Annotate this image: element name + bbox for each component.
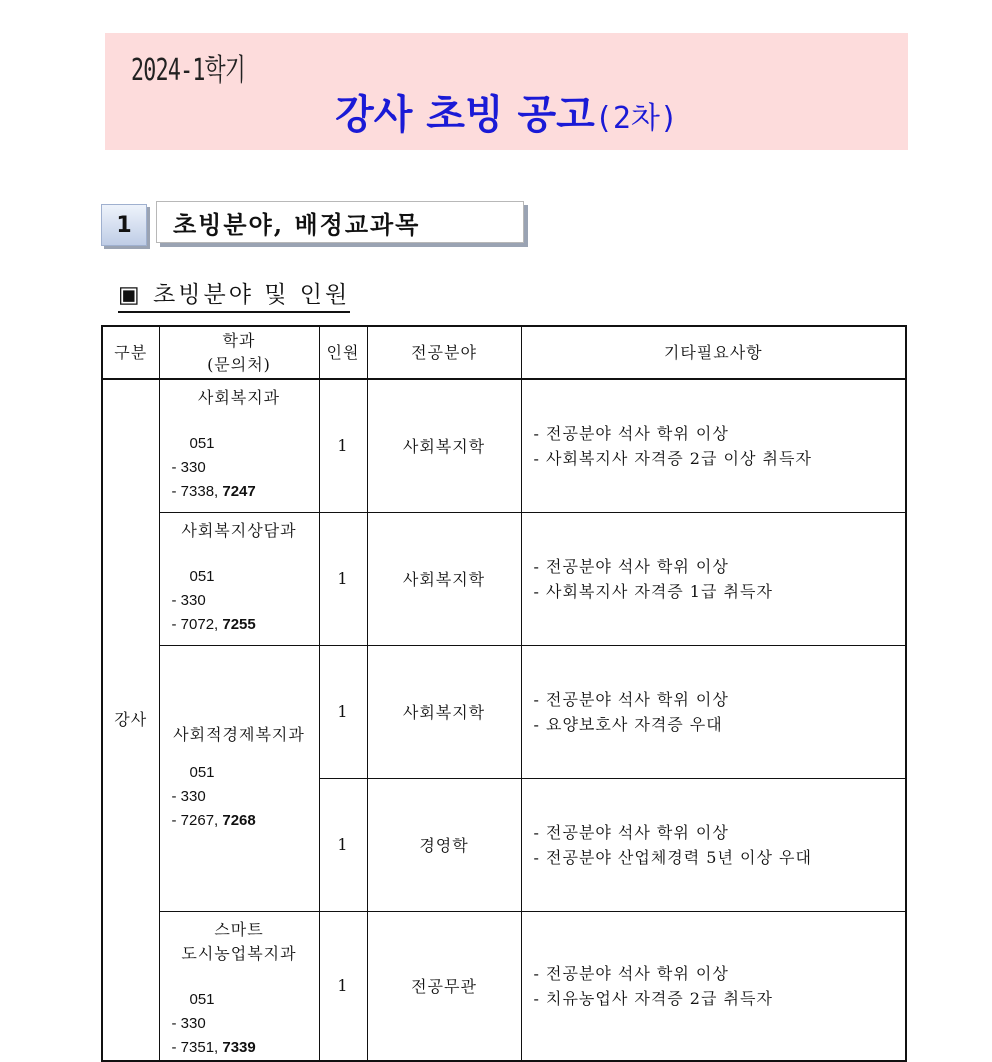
header-field: 전공분야	[367, 326, 521, 379]
requirements-cell	[521, 778, 906, 911]
requirements-cell	[521, 512, 906, 645]
subsection-title: 초빙분야 및 인원	[153, 282, 351, 308]
field-cell: 사회복지학	[367, 512, 521, 645]
phone-line	[172, 1036, 319, 1060]
category-cell: 강사	[102, 379, 159, 1061]
contact-phone	[160, 988, 319, 1060]
contact-phone	[160, 761, 319, 833]
requirement-item: - 전공분야 산업체경력 5년 이상 우대	[533, 847, 812, 867]
requirement-item: - 사회복지사 자격증 1급 취득자	[533, 581, 773, 601]
department-cell	[159, 645, 319, 911]
section-number-badge: 1	[101, 204, 147, 246]
phone-line: - 330	[171, 591, 206, 609]
field-cell: 사회복지학	[367, 645, 521, 778]
contact-phone	[160, 432, 319, 504]
department-name: 사회복지상담과	[181, 520, 297, 540]
count-cell: 1	[319, 778, 367, 911]
contact-phone	[160, 565, 319, 637]
requirement-item: - 전공분야 석사 학위 이상	[533, 822, 729, 842]
requirement-item: - 요양보호사 자격증 우대	[533, 714, 723, 734]
department-cell	[159, 911, 319, 1061]
requirement-item: - 사회복지사 자격증 2급 이상 취득자	[533, 448, 812, 468]
subsection-heading	[118, 280, 350, 313]
count-cell: 1	[319, 379, 367, 512]
title-main: 강사 초빙 공고	[335, 92, 595, 138]
department-name-line: 스마트	[214, 919, 264, 939]
requirement-item: - 전공분야 석사 학위 이상	[533, 423, 729, 443]
phone-line: 051	[189, 435, 215, 452]
table-row	[102, 379, 906, 512]
requirements-cell	[521, 379, 906, 512]
header-dept-line1: 학과	[222, 330, 256, 350]
department-name: 사회복지과	[197, 388, 281, 407]
field-cell: 사회복지학	[367, 379, 521, 512]
requirement-item: - 전공분야 석사 학위 이상	[533, 556, 729, 576]
recruitment-table	[101, 325, 907, 1062]
section-heading	[101, 201, 531, 249]
table-row	[102, 645, 906, 778]
header-requirements: 기타필요사항	[521, 326, 906, 379]
department-cell	[159, 512, 319, 645]
department-name: 사회적경제복지과	[173, 725, 305, 744]
requirements-cell	[521, 911, 906, 1061]
semester-label: 2024-1학기	[131, 53, 246, 88]
header-count: 인원	[319, 326, 367, 379]
phone-line	[172, 480, 319, 504]
table-row	[102, 512, 906, 645]
phone-line: 051	[189, 567, 215, 585]
table-row	[102, 911, 906, 1061]
count-cell: 1	[319, 512, 367, 645]
title-suffix: (2차)	[594, 101, 678, 136]
square-bullet-icon: ▣	[118, 282, 143, 308]
header-department	[159, 326, 319, 379]
count-cell: 1	[319, 645, 367, 778]
phone-ext: - 7267,	[171, 812, 219, 829]
header-banner	[105, 33, 908, 150]
phone-line	[172, 809, 319, 833]
requirements-cell	[521, 645, 906, 778]
requirement-item: - 전공분야 석사 학위 이상	[533, 963, 729, 983]
department-name-line: 도시농업복지과	[181, 943, 297, 963]
field-cell: 경영학	[367, 778, 521, 911]
requirement-item: - 전공분야 석사 학위 이상	[533, 689, 729, 709]
phone-ext-bold: 7255	[222, 615, 256, 633]
department-cell	[159, 379, 319, 512]
header-category: 구분	[102, 326, 159, 379]
phone-ext: - 7351,	[171, 1038, 219, 1056]
phone-line: - 330	[171, 1014, 206, 1032]
table-header-row	[102, 326, 906, 379]
phone-line: - 330	[171, 459, 206, 476]
field-cell: 전공무관	[367, 911, 521, 1061]
phone-line	[172, 613, 319, 637]
phone-line: - 330	[171, 788, 206, 805]
count-cell: 1	[319, 911, 367, 1061]
page-title	[105, 83, 908, 140]
phone-ext-bold: 7247	[222, 483, 256, 500]
phone-line: 051	[189, 990, 215, 1008]
header-dept-line2: (문의처)	[207, 354, 271, 374]
phone-ext-bold: 7339	[222, 1038, 256, 1056]
phone-ext: - 7338,	[171, 483, 219, 500]
section-title: 초빙분야, 배정교과목	[156, 201, 524, 243]
phone-ext: - 7072,	[171, 615, 219, 633]
requirement-item: - 치유농업사 자격증 2급 취득자	[533, 988, 773, 1008]
phone-line: 051	[189, 764, 215, 781]
phone-ext-bold: 7268	[222, 812, 256, 829]
